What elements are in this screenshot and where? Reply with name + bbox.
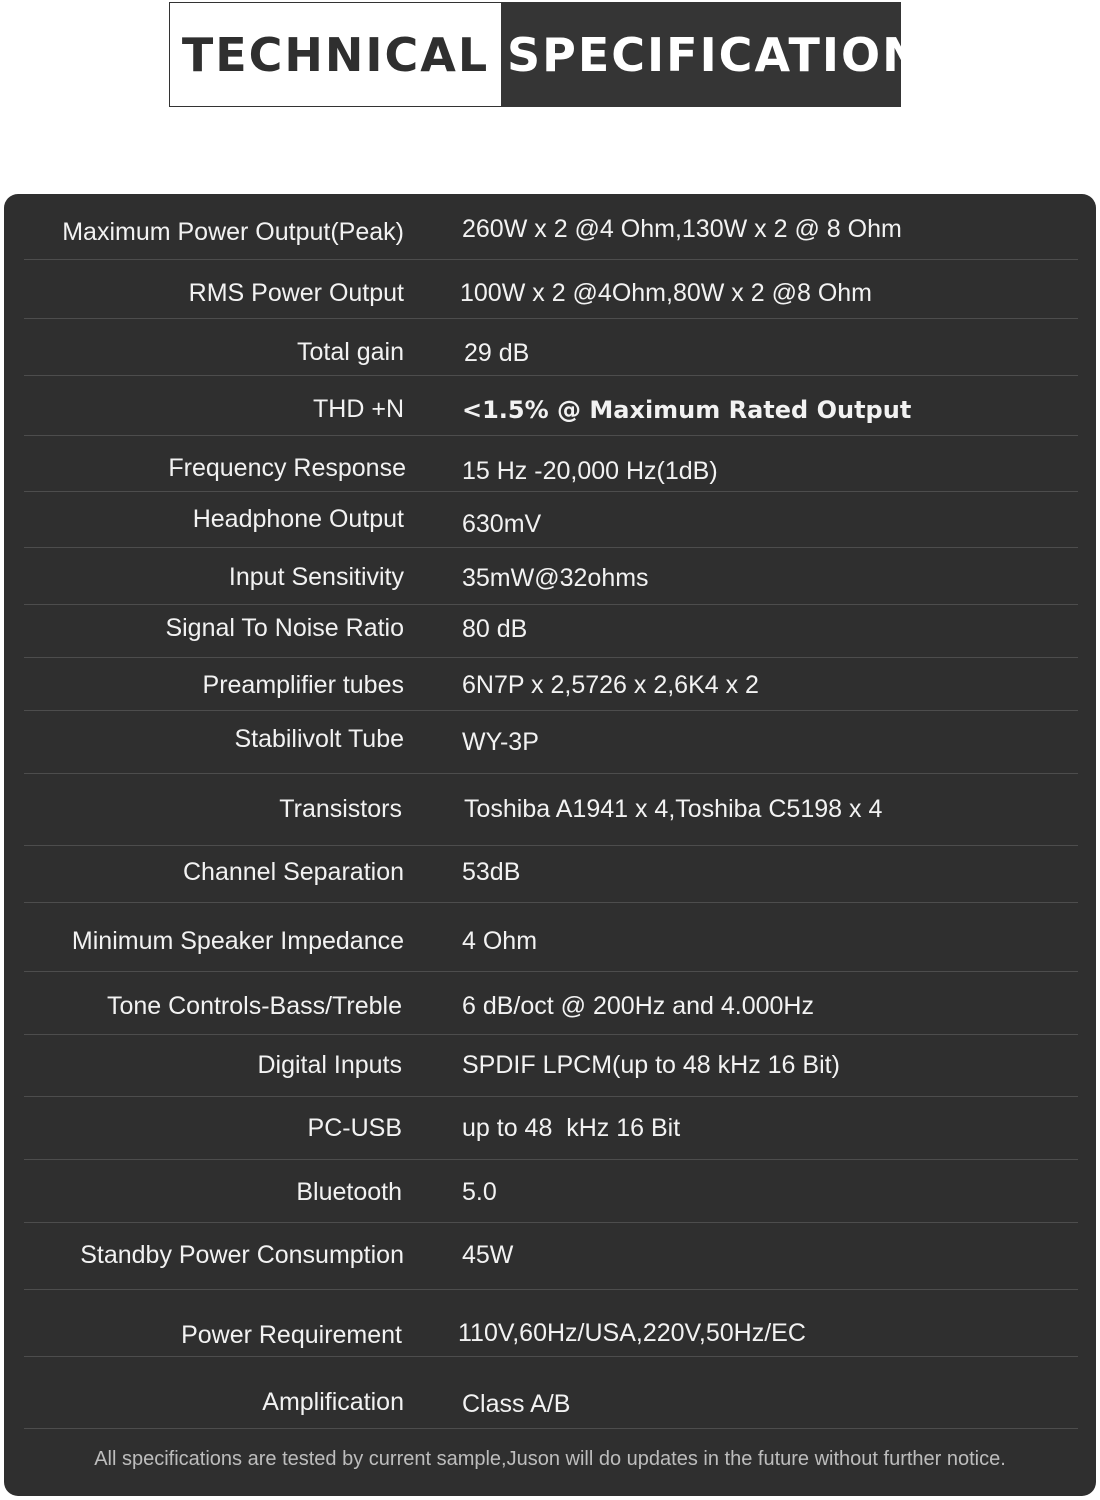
spec-row-channel-separation [24, 846, 1078, 903]
spec-value: 15 Hz -20,000 Hz(1dB) [462, 457, 718, 485]
footnote: All specifications are tested by current sample,Juson will do updates in the future without further notice. [94, 1448, 1006, 1470]
spec-label: Power Requirement [181, 1321, 402, 1349]
spec-value: 100W x 2 @4Ohm,80W x 2 @8 Ohm [460, 279, 872, 307]
spec-row-rms-power [24, 260, 1078, 319]
spec-label: Amplification [262, 1388, 404, 1416]
spec-label: Standby Power Consumption [80, 1241, 404, 1269]
spec-value: 110V,60Hz/USA,220V,50Hz/EC [458, 1319, 806, 1347]
spec-value: 630mV [462, 510, 542, 538]
spec-label: Preamplifier tubes [202, 671, 404, 699]
spec-row-power-requirement [24, 1290, 1078, 1357]
spec-value: 6 dB/oct @ 200Hz and 4.000Hz [462, 992, 814, 1020]
spec-label: Total gain [296, 338, 404, 366]
title-banner [169, 2, 923, 107]
spec-row-bluetooth [24, 1160, 1078, 1223]
spec-value: Class A/B [462, 1390, 571, 1418]
spec-row-transistors [24, 774, 1078, 846]
spec-row-input-sensitivity [24, 548, 1078, 605]
spec-row-signal-noise [24, 605, 1078, 658]
spec-panel [4, 194, 1096, 1496]
spec-label: Headphone Output [192, 505, 404, 533]
spec-value: <1.5% @ Maximum Rated Output [462, 396, 912, 424]
spec-label: Bluetooth [296, 1178, 402, 1206]
spec-row-digital-inputs [24, 1035, 1078, 1097]
spec-value: 6N7P x 2,5726 x 2,6K4 x 2 [462, 671, 759, 699]
spec-value: 29 dB [464, 339, 530, 367]
spec-value: 260W x 2 @4 Ohm,130W x 2 @ 8 Ohm [462, 215, 902, 243]
spec-row-min-impedance [24, 903, 1078, 972]
spec-value: 80 dB [462, 615, 528, 643]
title-left-box [169, 2, 501, 107]
spec-value: 4 Ohm [462, 927, 538, 955]
spec-label: Input Sensitivity [228, 563, 404, 591]
spec-label: Tone Controls-Bass/Treble [106, 992, 402, 1020]
spec-value: 53dB [462, 858, 521, 886]
title-specification: SPECIFICATION [507, 27, 923, 82]
spec-label: Minimum Speaker Impedance [71, 927, 404, 955]
spec-value: 45W [462, 1241, 514, 1269]
title-right-box [501, 2, 923, 107]
spec-label: PC-USB [307, 1114, 402, 1142]
spec-label: Digital Inputs [257, 1051, 402, 1079]
spec-row-headphone-output [24, 492, 1078, 548]
spec-label: Frequency Response [168, 454, 406, 482]
spec-value: 5.0 [462, 1178, 497, 1206]
title-technical: TECHNICAL [181, 27, 490, 82]
spec-row-total-gain [24, 319, 1078, 376]
spec-value: SPDIF LPCM(up to 48 kHz 16 Bit) [462, 1051, 840, 1079]
spec-row-thd [24, 376, 1078, 436]
spec-row-amplification [24, 1357, 1078, 1429]
spec-row-tone-controls [24, 972, 1078, 1035]
spec-value: up to 48 kHz 16 Bit [462, 1114, 681, 1142]
spec-label: Signal To Noise Ratio [165, 614, 404, 642]
spec-label: Channel Separation [183, 858, 404, 886]
spec-value: 35mW@32ohms [462, 564, 649, 592]
spec-label: THD +N [313, 395, 404, 423]
spec-row-preamp-tubes [24, 658, 1078, 711]
spec-row-stabilivolt [24, 711, 1078, 774]
spec-row-frequency-response [24, 436, 1078, 492]
spec-label: Maximum Power Output(Peak) [62, 218, 404, 246]
spec-row-max-power [24, 194, 1078, 260]
spec-label: Stabilivolt Tube [234, 725, 404, 753]
spec-label: Transistors [279, 795, 402, 823]
spec-value: Toshiba A1941 x 4,Toshiba C5198 x 4 [464, 795, 883, 823]
spec-row-standby-power [24, 1223, 1078, 1290]
spec-row-pc-usb [24, 1097, 1078, 1160]
spec-value: WY-3P [462, 728, 539, 756]
spec-label: RMS Power Output [188, 279, 404, 307]
